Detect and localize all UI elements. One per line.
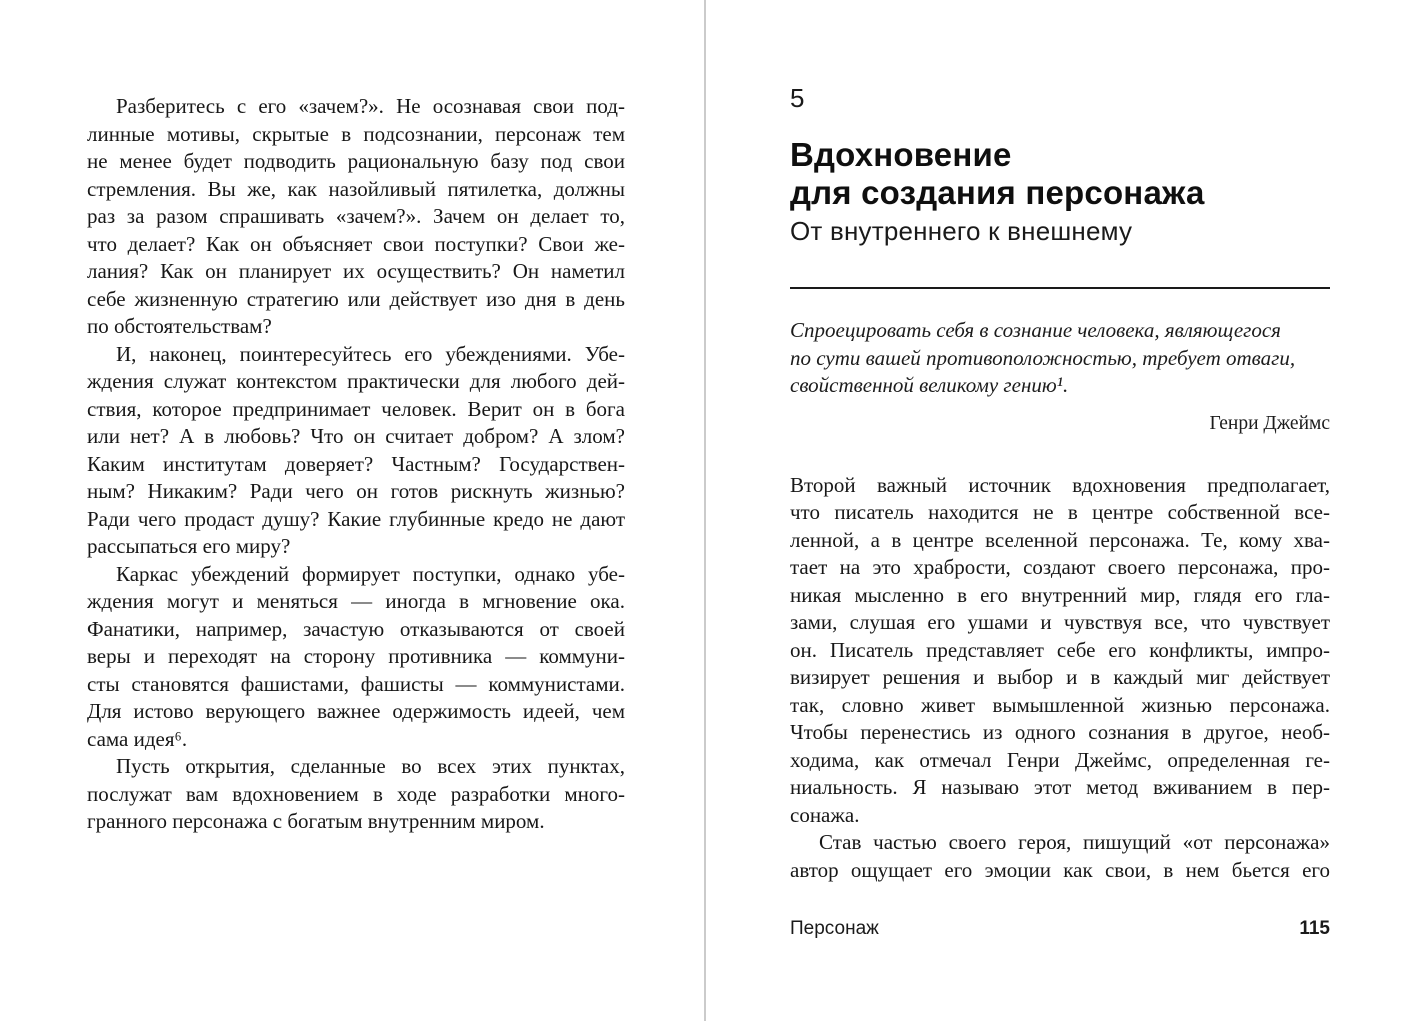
running-title: Персонаж xyxy=(790,918,879,939)
text-line: веры и переходят на сторону противника — коммуни- xyxy=(87,644,625,668)
paragraph xyxy=(87,561,625,754)
paragraph xyxy=(790,472,1330,830)
text-line: ным? Никаким? Ради чего он готов рискнуть жизнью? xyxy=(87,479,625,503)
text-line: тает на это храбрости, создают своего персонажа, про- xyxy=(790,555,1330,579)
text-line: Фанатики, например, зачастую отказываются от своей xyxy=(87,616,625,641)
text-line: Став частью своего героя, пишущий «от персонажа» xyxy=(819,830,1330,854)
text-line: Ради чего продаст душу? Какие глубинные кредо не дают xyxy=(87,506,625,531)
section-rule xyxy=(790,287,1330,289)
text-line: по обстоятельствам? xyxy=(87,314,272,338)
text-line: ленной, а в центре вселенной персонажа. Те, кому хва- xyxy=(790,527,1330,552)
text-line: ниальность. Я называю этот метод вживанием в пер- xyxy=(790,775,1330,799)
page-gutter-divider xyxy=(704,0,706,1021)
text-line: линные мотивы, скрытые в подсознании, персонаж тем xyxy=(87,121,625,146)
text-line: рассыпаться его миру? xyxy=(87,534,291,558)
text-line: раз за разом спрашивать «зачем?». Зачем он делает то, xyxy=(87,204,625,228)
text-line: Второй важный источник вдохновения предполагает, xyxy=(790,472,1330,497)
text-line: Для истово верующего важнее одержимость идеей, чем xyxy=(87,699,625,723)
text-line: автор ощущает его эмоции как свои, в нем бьется его xyxy=(790,857,1330,882)
running-footer xyxy=(790,917,1330,941)
page-right-body-text xyxy=(790,472,1330,885)
text-line: зами, слушая его ушами и чувствуя все, что чувствует xyxy=(790,610,1330,634)
text-line: сты становятся фашистами, фашисты — коммунистами. xyxy=(87,671,625,696)
text-line: стремления. Вы же, как назойливый пятилетка, должны xyxy=(87,176,625,201)
text-line: Пусть открытия, сделанные во всех этих пунктах, xyxy=(116,754,625,778)
paragraph xyxy=(87,341,625,561)
text-line: лания? Как он планирует их осуществить? Он наметил xyxy=(87,259,625,283)
text-line: визирует решения и выбор и в каждый миг действует xyxy=(790,665,1330,689)
text-line: или нет? А в любовь? Что он считает добром? А злом? xyxy=(87,424,625,448)
text-line: сонажа. xyxy=(790,802,860,827)
chapter-title xyxy=(790,136,1330,212)
text-line: ствия, которое предпринимает человек. Верит он в бога xyxy=(87,396,625,421)
page-left-body-text xyxy=(87,93,625,836)
paragraph xyxy=(87,93,625,341)
chapter-title-line-1: Вдохновение xyxy=(790,136,1012,173)
text-line: так, словно живет вымышленной жизнью персонажа. xyxy=(790,692,1330,717)
epigraph xyxy=(790,317,1330,400)
text-line: он. Писатель представляет себе его конфликты, импро- xyxy=(790,637,1330,662)
text-line: послужат вам вдохновением в ходе разработки много- xyxy=(87,781,625,806)
text-line: не менее будет подводить рациональную базу под свои xyxy=(87,149,625,173)
text-line: ходима, как отмечал Генри Джеймс, определенная ге- xyxy=(790,747,1330,772)
chapter-title-line-2: для создания персонажа xyxy=(790,174,1205,211)
text-line: себе жизненную стратегию или действует изо дня в день xyxy=(87,286,625,311)
paragraph xyxy=(790,317,1330,400)
text-line: ждения могут и меняться — иногда в мгновение ока. xyxy=(87,589,625,613)
paragraph xyxy=(790,829,1330,884)
text-line: Чтобы перенестись из одного сознания в другое, необ- xyxy=(790,720,1330,744)
chapter-subtitle: От внутреннего к внешнему xyxy=(790,216,1133,246)
text-line: Спроецировать себя в сознание человека, являющегося xyxy=(790,318,1281,342)
page-number: 115 xyxy=(1299,918,1330,939)
text-line: сама идея⁶. xyxy=(87,726,188,751)
text-line: Каркас убеждений формирует поступки, однако убе- xyxy=(116,561,625,586)
text-line: Разберитесь с его «зачем?». Не осознавая свои под- xyxy=(116,94,625,118)
text-line: Каким институтам доверяет? Частным? Государствен- xyxy=(87,451,625,476)
text-line: свойственной великому гению¹. xyxy=(790,373,1069,397)
text-line: никая мысленно в его внутренний мир, глядя его гла- xyxy=(790,582,1330,607)
text-line: И, наконец, поинтересуйтесь его убеждениями. Убе- xyxy=(116,341,625,366)
paragraph xyxy=(87,753,625,836)
text-line: гранного персонажа с богатым внутренним миром. xyxy=(87,809,545,833)
epigraph-attribution: Генри Джеймс xyxy=(1209,412,1330,434)
text-line: ждения служат контекстом практически для любого дей- xyxy=(87,369,625,393)
text-line: по сути вашей противоположностью, требует отваги, xyxy=(790,345,1296,370)
page-right xyxy=(790,84,1330,884)
chapter-number: 5 xyxy=(790,83,805,113)
text-line: что писатель находится не в центре собственной все- xyxy=(790,500,1330,524)
text-line: что делает? Как он объясняет свои поступки? Свои же- xyxy=(87,231,625,256)
